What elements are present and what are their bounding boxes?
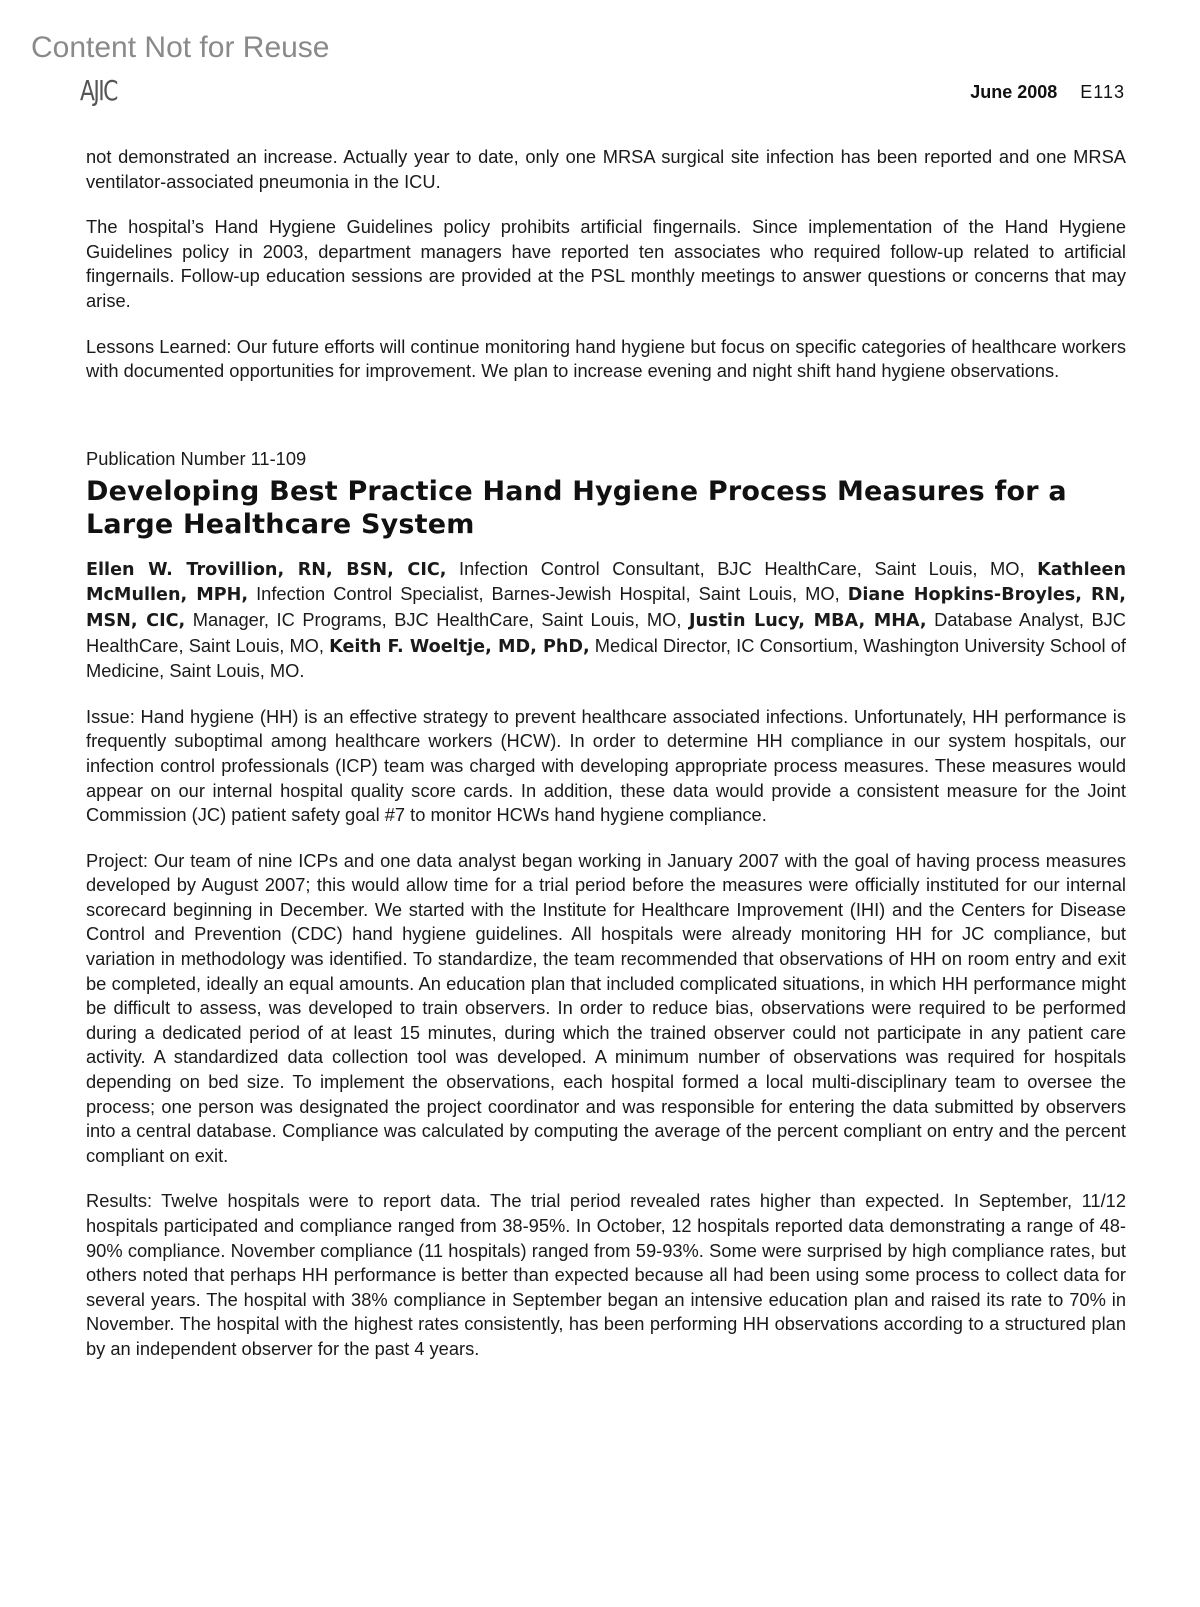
body-paragraph: Lessons Learned: Our future efforts will continue monitoring hand hygiene but focus on specific categories of healthcare workers with documented opportunities for improvement. We plan to increase evening and night shift hand hygiene observations. (86, 335, 1126, 382)
article-title: Developing Best Practice Hand Hygiene Process Measures for a Large Healthcare System (86, 475, 1067, 540)
author-affiliation: Manager, IC Programs, BJC HealthCare, Saint Louis, MO, (185, 608, 689, 630)
author-list (86, 557, 1126, 684)
project-paragraph: Project: Our team of nine ICPs and one data analyst began working in January 2007 with the goal of having process measures developed by August 2007; this would allow time for a trial period before the measures were officially instituted for our internal scorecard beginning in December. We started with the Institute for Healthcare Improvement (IHI) and the Centers for Disease Control and Prevention (CDC) hand hygiene guidelines. All hospitals were already monitoring HH for JC compliance, but variation in methodology was identified. To standardize, the team recommended that observations of HH on room entry and exit be completed, ideally an equal amounts. An education plan that included complicated situations, in which HH performance might be difficult to assess, was developed to train observers. In order to reduce bias, observations were required to be performed during a dedicated period of at least 15 minutes, during which the trained observer could not participate in any patient care activity. A standardized data collection tool was developed. A minimum number of observations was required for hospitals depending on bed size. To implement the observations, each hospital formed a local multi-disciplinary team to oversee the process; one person was designated the project coordinator and was responsible for entering the data submitted by observers into a central database. Compliance was calculated by computing the average of the percent compliant on entry and the percent compliant on exit. (86, 849, 1126, 1166)
author-name: Keith F. Woeltje, MD, PhD, (329, 636, 590, 657)
page-number: E113 (1080, 82, 1125, 102)
author-affiliation: Infection Control Consultant, BJC HealthCare, Saint Louis, MO, (446, 557, 1038, 579)
page-content (86, 145, 1126, 1362)
author-name: Justin Lucy, MBA, MHA, (688, 610, 927, 631)
publication-number: Publication Number 11-109 (86, 447, 307, 469)
body-paragraph: not demonstrated an increase. Actually year to date, only one MRSA surgical site infection has been reported and one MRSA ventilator-associated pneumonia in the ICU. (86, 146, 1126, 192)
results-paragraph: Results: Twelve hospitals were to report data. The trial period revealed rates higher than expected. In September, 11/12 hospitals participated and compliance ranged from 38-95%. In October, 12 hospitals reported data demonstrating a range of 48-90% compliance. November compliance (11 hospitals) ranged from 59-93%. Some were surprised by high compliance rates, but others noted that perhaps HH performance is better than expected because all had been using some process to collect data for several years. The hospital with 38% compliance in September began an intensive education plan and raised its rate to 70% in November. The hospital with the highest rates consistently, has been performing HH observations according to a structured plan by an independent observer for the past 4 years. (86, 1190, 1126, 1359)
author-affiliation: Database Analyst, BJC HealthCare, Saint Louis, MO, (86, 608, 1127, 656)
author-name: Kathleen McMullen, MPH, (86, 559, 1126, 606)
body-paragraph: The hospital’s Hand Hygiene Guidelines policy prohibits artificial fingernails. Since implementation of the Hand Hygiene Guidelines policy in 2003, department managers have reported ten associates who required follow-up related to artificial fingernails. Follow-up education sessions are provided at the PSL monthly meetings to answer questions or concerns that may arise. (86, 216, 1126, 311)
issue-date: June 2008 (970, 82, 1058, 102)
issue-paragraph: Issue: Hand hygiene (HH) is an effective strategy to prevent healthcare associated infections. Unfortunately, HH performance is frequently suboptimal among healthcare workers (HCW). In order to determine HH compliance in our system hospitals, our infection control professionals (ICP) team was charged with developing appropriate process measures. These measures would appear on our internal hospital quality score cards. In addition, these data would provide a consistent measure for the Joint Commission (JC) patient safety goal #7 to monitor HCWs hand hygiene compliance. (86, 705, 1126, 826)
author-affiliation: Infection Control Specialist, Barnes-Jewish Hospital, Saint Louis, MO, (248, 583, 848, 605)
journal-logo: AJIC (80, 74, 117, 107)
author-affiliation: Medical Director, IC Consortium, Washington University School of Medicine, Saint Louis, MO. (86, 634, 1126, 682)
author-name: Diane Hopkins-Broyles, RN, MSN, CIC, (86, 585, 1126, 631)
page-header (970, 82, 1125, 103)
watermark-text: Content Not for Reuse (31, 31, 330, 64)
author-name: Ellen W. Trovillion, RN, BSN, CIC, (86, 559, 447, 580)
